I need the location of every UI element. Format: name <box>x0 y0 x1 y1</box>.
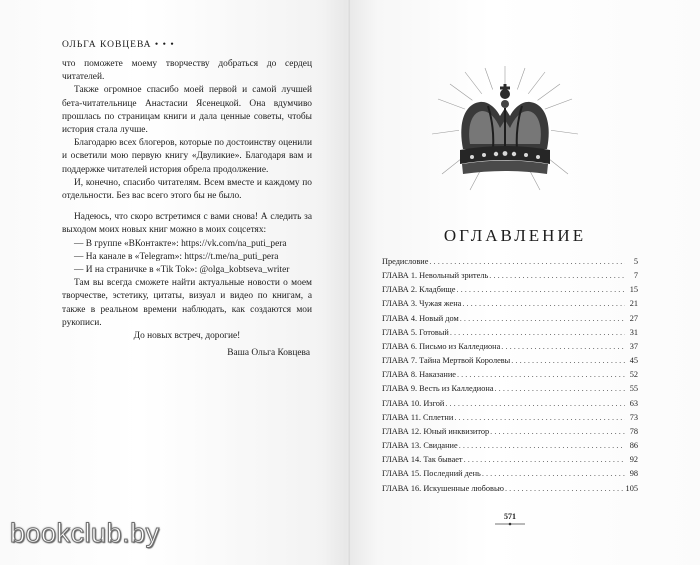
toc-entry <box>382 269 638 283</box>
toc-leader <box>462 297 625 311</box>
toc-entry <box>382 255 638 269</box>
toc-entry-page: 105 <box>625 483 638 493</box>
paragraph: Также огромное спасибо моей первой и самой лучшей бета-читательнице Анастасии Ясенецкой. Она вдумчиво прошлась по страницам книги и дала ценные советы, чтобы история стала лучше. <box>62 85 312 136</box>
toc-entry-label: ГЛАВА 5. Готовый <box>382 327 449 337</box>
toc-entry <box>382 326 638 340</box>
social-link-telegram: — На канале в «Telegram»: https://t.me/na_puti_pera <box>74 251 279 262</box>
toc-leader <box>505 482 625 496</box>
toc-entry <box>382 382 638 396</box>
toc-entry-page: 7 <box>633 271 638 281</box>
toc-entry-page: 27 <box>629 313 638 323</box>
running-head: ОЛЬГА КОВЦЕВА • • • <box>62 40 175 50</box>
toc-entry-label: ГЛАВА 4. Новый дом <box>382 313 459 323</box>
toc-entry <box>382 368 638 382</box>
toc-leader <box>511 354 625 368</box>
toc-entry-label: ГЛАВА 14. Так бывает <box>382 455 463 465</box>
toc-entry-page: 78 <box>629 426 638 436</box>
toc-entry <box>382 453 638 467</box>
toc-entry-label: ГЛАВА 10. Изгой <box>382 398 445 408</box>
toc-entry <box>382 397 638 411</box>
toc-entry <box>382 297 638 311</box>
watermark: bookclub.by <box>10 518 160 548</box>
toc-leader <box>457 368 625 382</box>
toc-entry-label: ГЛАВА 16. Искушенные любовью <box>382 483 504 493</box>
toc-entry <box>382 354 638 368</box>
toc-entry-label: ГЛАВА 11. Сплетни <box>382 412 454 422</box>
social-link-vk: — В группе «ВКонтакте»: https://vk.com/na_puti_pera <box>74 238 287 249</box>
toc-title: ОГЛАВЛЕНИЕ <box>443 226 587 245</box>
toc-entry-page: 37 <box>629 341 638 351</box>
toc-entry-page: 45 <box>629 356 638 366</box>
paragraph: что поможете моему творчеству добраться до сердец читателей. <box>62 59 312 83</box>
farewell: До новых встреч, дорогие! <box>133 331 241 342</box>
toc-leader <box>464 453 625 467</box>
paragraph: Благодарю всех блогеров, которые по достоинству оценили и осветили мою первую книгу «Двуликие». Благодаря вам и поддержке читателей история обрела продолжение. <box>62 138 312 175</box>
toc-entry-page: 52 <box>629 370 638 380</box>
toc-entry-page: 21 <box>629 299 638 309</box>
toc-leader <box>495 382 625 396</box>
toc-leader <box>460 312 625 326</box>
toc-leader <box>450 326 625 340</box>
toc-entry <box>382 467 638 481</box>
toc-leader <box>454 411 625 425</box>
table-of-contents <box>382 255 638 496</box>
toc-entry <box>382 283 638 297</box>
crown-icon <box>430 64 580 194</box>
toc-entry <box>382 411 638 425</box>
ornament-icon <box>493 522 527 526</box>
signature: Ваша Ольга Ковцева <box>227 348 310 359</box>
toc-leader <box>482 467 625 481</box>
toc-leader <box>456 283 625 297</box>
toc-entry-label: ГЛАВА 7. Тайна Мертвой Королевы <box>382 356 511 366</box>
toc-entry-label: ГЛАВА 6. Письмо из Калледиона <box>382 341 501 351</box>
toc-entry-label: ГЛАВА 12. Юный инквизитор <box>382 426 490 436</box>
toc-leader <box>459 439 625 453</box>
toc-entry <box>382 340 638 354</box>
paragraph: Надеюсь, что скоро встретимся с вами снова! А следить за выходом моих новых книг можно в моих соцсетях: <box>62 212 312 236</box>
toc-entry <box>382 482 638 496</box>
toc-entry-label: ГЛАВА 3. Чужая жена <box>382 299 462 309</box>
afterword-text <box>62 58 312 360</box>
toc-entry-page: 63 <box>629 398 638 408</box>
toc-entry <box>382 439 638 453</box>
toc-entry <box>382 312 638 326</box>
toc-entry-page: 98 <box>629 469 638 479</box>
toc-leader <box>445 397 625 411</box>
paragraph: Там вы всегда сможете найти актуальные новости о моем творчестве, эстетику, цитаты, визуал и видео по книгам, а также в реальном времени наблюдать, как создаются мои рукописи. <box>62 278 312 328</box>
toc-entry-label: ГЛАВА 2. Кладбище <box>382 285 456 295</box>
toc-entry-page: 31 <box>629 327 638 337</box>
social-link-tiktok: — И на страничке в «Tik Tok»: @olga_kobtseva_writer <box>74 265 290 276</box>
toc-leader <box>490 425 625 439</box>
toc-entry <box>382 425 638 439</box>
toc-entry-label: ГЛАВА 8. Наказание <box>382 370 456 380</box>
toc-entry-page: 92 <box>629 455 638 465</box>
toc-leader <box>489 269 625 283</box>
toc-entry-page: 5 <box>633 257 638 266</box>
toc-entry-page: 15 <box>629 285 638 295</box>
toc-leader <box>429 255 625 269</box>
paragraph: И, конечно, спасибо читателям. Всем вместе и каждому по отдельности. Без вас всего этого бы не было. <box>62 177 312 202</box>
toc-entry-label: ГЛАВА 9. Весть из Калледиона <box>382 384 494 394</box>
page-number: 571 <box>504 512 516 521</box>
toc-leader <box>501 340 625 354</box>
toc-entry-page: 73 <box>629 412 638 422</box>
toc-entry-label: ГЛАВА 13. Свидание <box>382 441 458 451</box>
toc-entry-page: 55 <box>629 384 638 394</box>
toc-entry-label: ГЛАВА 15. Последний день <box>382 469 481 479</box>
toc-entry-label: ГЛАВА 1. Невольный зритель <box>382 271 489 281</box>
toc-entry-label: Предисловие <box>382 257 429 266</box>
toc-entry-page: 86 <box>629 441 638 451</box>
